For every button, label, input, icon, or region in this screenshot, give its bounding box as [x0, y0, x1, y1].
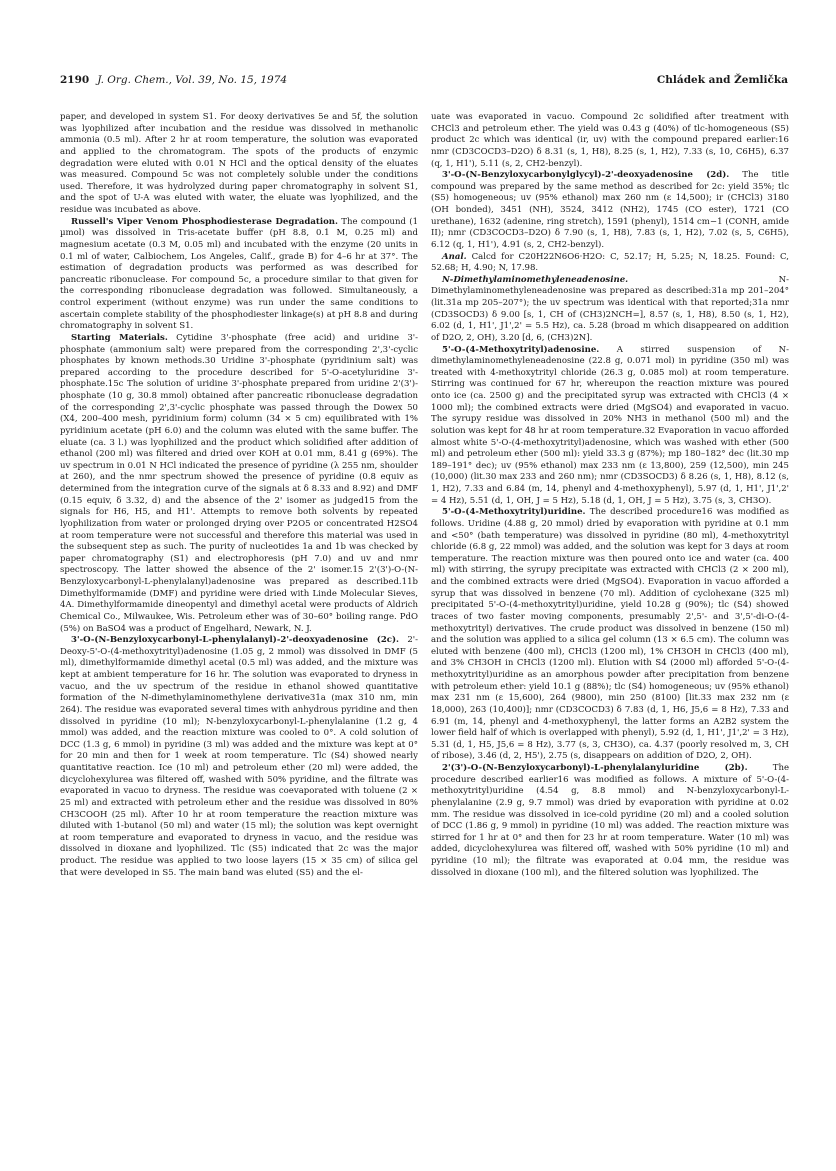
paragraph: [431, 112, 789, 170]
paragraph-text: paper, and developed in system S1. For deoxy derivatives 5e and 5f, the solution was lyophilized after incubation and the residue was dissolved in methanolic ammonia (0.5 ml). After 2 hr at room temperature, the solution was evaporated and applied to the chromatogram. The spots of the products of enzymic degradation were eluted with 0.01 N HCl and the optical density of the eluates was measured. Compound 5c was not completely soluble under the conditions used. Therefore, it was hydrolyzed during paper chromatography in solvent S1, and the spot of U-A was eluted with water, the eluate was lyophilized, and the residue was incubated as above.: [60, 112, 418, 215]
paragraph: [431, 507, 789, 763]
paragraph: [60, 333, 418, 635]
paragraph: [431, 763, 789, 879]
running-head-left: [60, 74, 287, 86]
paragraph-text: uate was evaporated in vacuo. Compound 2c solidified after treatment with CHCl3 and petroleum ether. The yield was 0.43 g (40%) of tlc-homogeneous (S5) product 2c which was identical (ir, uv) with the compound prepared earlier:16 nmr (CD3COCD3–D2O) δ 8.31 (s, 1, H8), 8.25 (s, 1, H2), 7.33 (s, 10, C6H5), 6.37 (q, 1, H1'), 5.11 (s, 2, CH2-benzyl).: [431, 112, 789, 169]
paragraph-text: The procedure described earlier16 was modified as follows. A mixture of 5'-O-(4-methoxytrityl)uridine (4.54 g, 8.8 mmol) and N-benzyloxycarbonyl-L-phenylalanine (2.9 g, 9.7 mmol) was dried by evaporation with pyridine at 0.02 mm. The residue was dissolved in ice-cold pyridine (20 ml) and a cooled solution of DCC (1.86 g, 9 mmol) in pyridine (10 ml) was added. The reaction mixture was stirred for 1 hr at 0° and then for 23 hr at room temperature. Water (10 ml) was added, dicyclohexylurea was filtered off, washed with 50% pyridine (10 ml) and pyridine (10 ml); the filtrate was evaporated at 0.04 mm, the residue was dissolved in dioxane (100 ml), and the filtered solution was lyophilized. The: [431, 763, 789, 878]
left-column: [60, 112, 418, 1132]
paragraph-text: N-Dimethylaminomethyleneadenosine was prepared as described:31a mp 201–204° (lit.31a mp 205–207°); the uv spectrum was identical with that reported;31a nmr (CD3SOCD3) δ 9.00 [s, 1, CH of (CH3)2NCH=], 8.57 (s, 1, H8), 8.50 (s, 1, H2), 6.02 (d, 1, H1', J1',2' = 5.5 Hz), ca. 5.28 (broad m which disappeared on addition of D2O, 2, OH), 3.20 [d, 6, (CH3)2N].: [431, 274, 789, 343]
right-column: [431, 112, 789, 1132]
paragraph-text: The title compound was prepared by the same method as described for 2c: yield 35%; tlc (S5) homogeneous; uv (95% ethanol) max 260 nm (ε 14,500); ir (CHCl3) 3180 (OH bonded), 3451 (NH), 3524, 3412 (NH2), 1745 (CO ester), 1721 (CO urethane), 1632 (adenine, ring stretch), 1591 (phenyl), 1514 cm−1 (CONH, amide II); nmr (CD3COCD3–D2O) δ 7.90 (s, 1, H8), 7.83 (s, 1, H2), 7.02 (s, 5, C6H5), 6.12 (q, 1, H1'), 4.91 (s, 2, CH2-benzyl).: [431, 170, 789, 250]
page-number: 2190: [60, 74, 90, 86]
paragraph: [60, 635, 418, 879]
paragraph-text: A stirred suspension of N-dimethylaminomethyleneadenosine (22.8 g, 0.071 mol) in pyridine (350 ml) was treated with 4-methoxytrityl chloride (26.3 g, 0.085 mol) at room temperature. Stirring was continued for 67 hr, whereupon the reaction mixture was poured onto ice (ca. 2500 g) and the precipitated syrup was extracted with CHCl3 (4 × 1000 ml); the combined extracts were dried (MgSO4) and evaporated in vacuo. The syrupy residue was dissolved in 20% NH3 in methanol (500 ml) and the solution was kept for 48 hr at room temperature.32 Evaporation in vacuo afforded almost white 5'-O-(4-methoxytrityl)adenosine, which was washed with ether (500 ml) and petroleum ether (500 ml): yield 33.3 g (87%); mp 180–182° dec (lit.30 mp 189–191° dec); uv (95% ethanol) max 233 nm (ε 13,800), 259 (12,500), min 245 (10,000) (lit.30 max 233 and 260 nm); nmr (CD3SOCD3) δ 8.26 (s, 1, H8), 8.12 (s, 1, H2), 7.33 and 6.84 (m, 14, phenyl and 4-methoxyphenyl), 5.97 (d, 1, H1', J1',2' = 4 Hz), 5.51 (d, 1, OH, J = 5 Hz), 5.18 (d, 1, OH, J = 5 Hz), 3.75 (s, 3, CH3O).: [431, 344, 789, 506]
paragraph-text: The compound (1 µmol) was dissolved in Tris-acetate buffer (pH 8.8, 0.1 M, 0.25 ml) and magnesium acetate (0.3 M, 0.05 ml) and incubated with the enzyme (20 units in 0.1 ml of water, Calbiochem, Los Angeles, Calif., grade B) for 4–6 hr at 37°. The estimation of degradation products was performed as was described for pancreatic ribonuclease. For compound 5c, a procedure similar to that given for the corresponding ribonuclease degradation was followed. Simultaneously, a control experiment (without enzyme) was run under the same conditions to ascertain complete stability of the phosphodiester linkage(s) at pH 8.8 and during chromatography in solvent S1.: [60, 216, 418, 332]
section-heading: Russell's Viper Venom Phosphodiesterase Degradation.: [71, 216, 338, 227]
section-heading: 3'-O-(N-Benzyloxycarbonyl-L-phenylalanyl)-2'-deoxyadenosine (2c).: [71, 635, 400, 646]
paragraph-text: Calcd for C20H22N6O6·H2O: C, 52.17; H, 5.25; N, 18.25. Found: C, 52.68; H, 4.90; N, 17.98.: [431, 251, 789, 274]
paragraph-text: The described procedure16 was modified as follows. Uridine (4.88 g, 20 mmol) dried by evaporation with pyridine at 0.1 mm and <50° (bath temperature) was dissolved in pyridine (80 ml), 4-methoxytrityl chloride (6.8 g, 22 mmol) was added, and the solution was kept for 3 days at room temperature. The reaction mixture was then poured onto ice and water (ca. 400 ml) with stirring, the syrupy precipitate was extracted with CHCl3 (2 × 200 ml), and the combined extracts were dried (MgSO4). Evaporation in vacuo afforded a syrup that was dissolved in benzene (70 ml). Addition of cyclohexane (325 ml) precipitated 5'-O-(4-methoxytrityl)uridine, yield 10.28 g (90%); tlc (S4) showed traces of two faster moving components, presumably 2',5'- and 3',5'-di-O-(4-methoxytrityl) derivatives. The crude product was dissolved in benzene (150 ml) and the solution was applied to a silica gel column (13 × 6.5 cm). The column was eluted with benzene (400 ml), CHCl3 (1200 ml), 1% CH3OH in CHCl3 (400 ml), and 3% CH3OH in CHCl3 (1200 ml). Elution with S4 (2000 ml) afforded 5'-O-(4-methoxytrityl)uridine as an amorphous powder after precipitation from benzene with petroleum ether: yield 10.1 g (88%); tlc (S4) homogeneous; uv (95% ethanol) max 231 nm (ε 15,600), 264 (9800), min 250 (8100) [lit.33 max 232 nm (ε 18,000), 263 (10,400)]; nmr (CD3COCD3) δ 7.83 (d, 1, H6, J5,6 = 8 Hz), 7.33 and 6.91 (m, 14, phenyl and 4-methoxyphenyl, the latter forms an A2B2 system the lower field half of which is overlapped with phenyl), 5.92 (d, 1, H1', J1',2' = 3 Hz), 5.31 (d, 1, H5, J5,6 = 8 Hz), 3.77 (s, 3, CH3O), ca. 4.37 (poorly resolved m, 3, CH of ribose), 3.46 (d, 2, H5'), 2.75 (s, disappears on addition of D2O, 2, OH).: [431, 507, 789, 762]
paragraph: [60, 217, 418, 333]
section-heading: Anal.: [442, 251, 467, 262]
paragraph-text: 2'-Deoxy-5'-O-(4-methoxytrityl)adenosine (1.05 g, 2 mmol) was dissolved in DMF (5 ml), dimethylformamide dimethyl acetal (0.5 ml) was added, and the mixture was kept at ambient temperature for 16 hr. The solution was evaporated to dryness in vacuo, and the uv spectrum of the residue in ethanol showed quantitative formation of the N-dimethylaminomethylene derivative31a (max 310 nm, min 264). The residue was evaporated several times with anhydrous pyridine and then dissolved in pyridine (10 ml); N-benzyloxycarbonyl-L-phenylalanine (1.2 g, 4 mmol) was added, and the reaction mixture was cooled to 0°. A cold solution of DCC (1.3 g, 6 mmol) in pyridine (3 ml) was added and the mixture was kept at 0° for 20 min and then for 1 week at room temperature. Tlc (S4) showed nearly quantitative reaction. Ice (10 ml) and petroleum ether (20 ml) were added, the dicyclohexylurea was filtered off, washed with 50% pyridine, and the filtrate was evaporated in vacuo to dryness. The residue was coevaporated with toluene (2 × 25 ml) and extracted with petroleum ether and the residue was dissolved in 80% CH3COOH (25 ml). After 10 hr at room temperature the reaction mixture was diluted with 1-butanol (50 ml) and water (15 ml); the solution was kept overnight at room temperature and evaporated to dryness in vacuo, and the residue was dissolved in dioxane and lyophilized. Tlc (S5) indicated that 2c was the major product. The residue was applied to two loose layers (15 × 35 cm) of silica gel that were developed in S5. The main band was eluted (S5) and the el-: [60, 635, 418, 878]
paragraph: [431, 252, 789, 275]
section-heading: Starting Materials.: [71, 332, 168, 343]
paragraph-text: Cytidine 3'-phosphate (free acid) and uridine 3'-phosphate (ammonium salt) were prepared from the corresponding 2',3'-cyclic phosphates by known methods.30 Uridine 3'-phosphate (pyridinium salt) was prepared according to the procedure described for 5'-O-acetyluridine 3'-phosphate.15c The solution of uridine 3'-phosphate prepared from uridine 2'(3')-phosphate (10 g, 30.8 mmol) obtained after pancreatic ribonuclease degradation of the corresponding 2',3'-cyclic phosphate was passed through the Dowex 50 (X4, 200–400 mesh, pyridinium form) column (34 × 5 cm) equilibrated with 1% pyridinium acetate (pH 6.0) and the column was eluted with the same buffer. The eluate (ca. 3 l.) was lyophilized and the product which solidified after addition of ethanol (200 ml) was filtered and dried over KOH at 0.01 mm, 8.41 g (69%). The uv spectrum in 0.01 N HCl indicated the presence of pyridine (λ 255 nm, shoulder at 260), and the nmr spectrum showed the presence of pyridine (0.8 equiv as determined from the integration curve of the signals at δ 8.33 and 8.92) and DMF (0.15 equiv, δ 3.32, d) and the absence of the 2' isomer as judged15 from the signals for H6, H5, and H1'. Attempts to remove both solvents by repeated lyophilization from water or prolonged drying over P2O5 or concentrated H2SO4 at room temperature were not successful and therefore this material was used in the subsequent step as such. The purity of nucleotides 1a and 1b was checked by paper chromatography (S1) and electrophoresis (pH 7.0) and uv and nmr spectroscopy. The latter showed the absence of the 2' isomer.15 2'(3')-O-(N-Benzyloxycarbonyl-L-phenylalanyl)adenosine was prepared as described.11b Dimethylformamide (DMF) and pyridine were dried with Linde Molecular Sieves, 4A. Dimethylformamide dineopentyl and dimethyl acetal were products of Aldrich Chemical Co., Milwaukee, Wis. Petroleum ether was of 30–60° boiling range. PdO (5%) on BaSO4 was a product of Engelhard, Newark, N. J.: [60, 332, 418, 634]
section-heading: 5'-O-(4-Methoxytrityl)uridine.: [442, 507, 586, 518]
section-heading: 3'-O-(N-Benzyloxycarbonylglycyl)-2'-deoxyadenosine (2d).: [442, 170, 730, 181]
paragraph: [431, 345, 789, 508]
paragraph: [60, 112, 418, 217]
section-heading: 5'-O-(4-Methoxytrityl)adenosine.: [442, 344, 600, 355]
running-head: [60, 74, 788, 92]
journal-citation: J. Org. Chem., Vol. 39, No. 15, 1974: [97, 74, 288, 86]
paragraph: [431, 170, 789, 251]
section-heading: 2'(3')-O-(N-Benzyloxycarbonyl)-L-phenylalanyluridine (2b).: [442, 763, 748, 773]
paragraph: [431, 275, 789, 345]
section-heading: N-Dimethylaminomethyleneadenosine.: [442, 274, 629, 285]
author-names: Chládek and Žemlička: [656, 74, 788, 86]
